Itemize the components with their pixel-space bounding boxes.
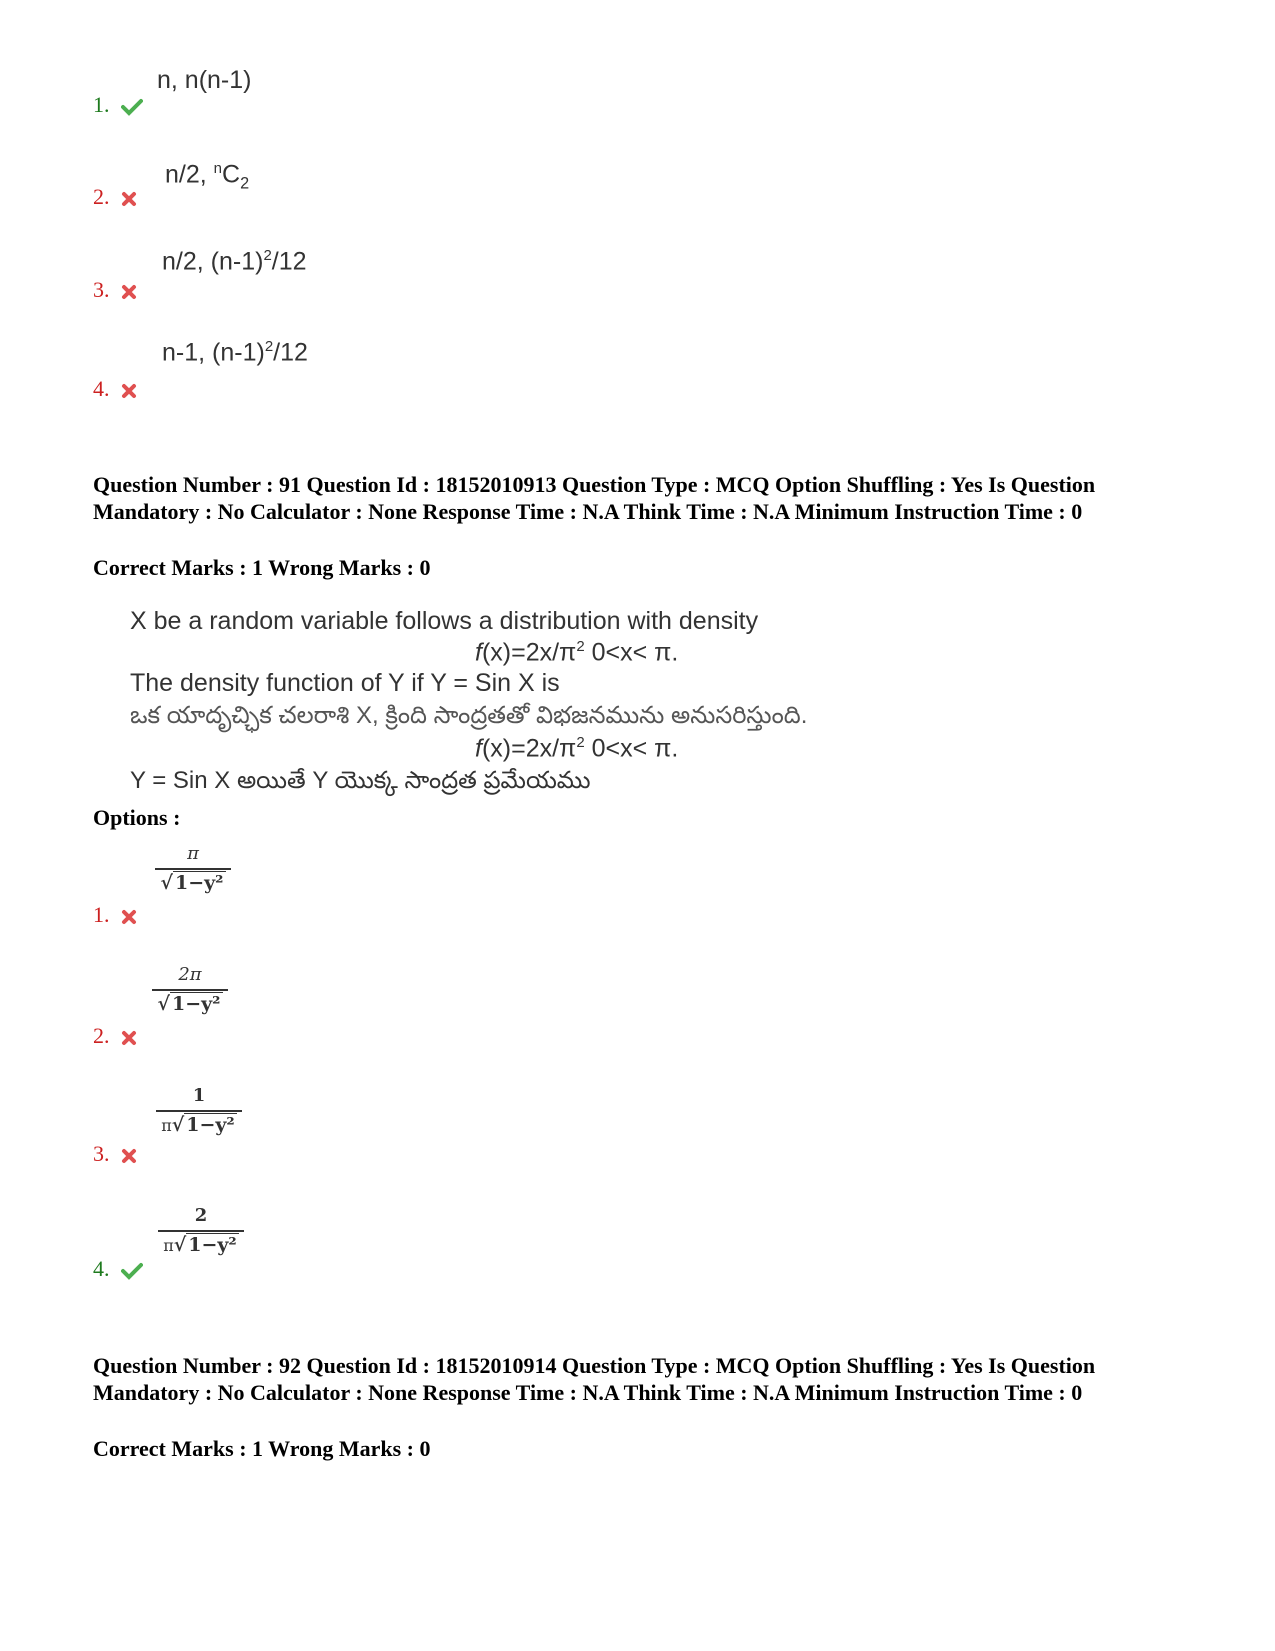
q91-marks: Correct Marks : 1 Wrong Marks : 0 [93, 555, 431, 580]
check-icon [121, 1262, 143, 1280]
prev-option-3-text: n/2, $(n-1)^2/12$ [162, 247, 307, 276]
cross-icon [121, 909, 137, 925]
q91-option-1-number: 1. [93, 902, 137, 928]
cross-icon [121, 1148, 137, 1164]
q92-marks: Correct Marks : 1 Wrong Marks : 0 [93, 1436, 431, 1461]
q91-option-4-formula: 2 π√ 1−y² [158, 1205, 244, 1256]
q91-option-2-number: 2. [93, 1023, 137, 1049]
q91-text-line1: X be a random variable follows a distribution with density [130, 607, 759, 635]
check-icon [121, 98, 143, 116]
q91-density-2: $f(x)=2x/\pi^2$ 0<x< π. [475, 734, 679, 763]
q91-option-3-formula: 1 π√ 1−y² [156, 1085, 242, 1136]
prev-option-1-text: n, n(n-1) [157, 66, 252, 94]
cross-icon [121, 191, 137, 207]
cross-icon [121, 1030, 137, 1046]
q91-density-1: $f(x)=2x/\pi^2$ 0<x< π. [475, 638, 679, 667]
q91-option-1-formula: π √ 1−y² [155, 843, 231, 894]
q91-text-line3: The density function of Y if Y = Sin X is [130, 669, 560, 697]
q91-options-label: Options : [93, 805, 181, 830]
cross-icon [121, 383, 137, 399]
q91-option-4-number: 4. [93, 1256, 143, 1282]
q91-option-2-formula: 2π √ 1−y² [152, 964, 228, 1015]
q92-header: Question Number : 92 Question Id : 18152010914 Question Type : MCQ Option Shuffling : Yes Is Question Mandatory : No Calculator : None Response Time : N.A Think Time : N.A Minimum Instruction Time : 0 [93, 1353, 1096, 1405]
prev-option-2-number: 2. [93, 184, 137, 210]
q91-header: Question Number : 91 Question Id : 18152010913 Question Type : MCQ Option Shuffling : Yes Is Question Mandatory : No Calculator : None Response Time : N.A Think Time : N.A Minimum Instruction Time : 0 [93, 472, 1096, 524]
prev-option-1-number: 1. [93, 92, 143, 118]
prev-option-4-number: 4. [93, 376, 137, 402]
prev-option-4-text: n-1, $(n-1)^2/12$ [162, 338, 308, 367]
q91-option-3-number: 3. [93, 1141, 137, 1167]
cross-icon [121, 284, 137, 300]
q91-telugu-line3: Y = Sin X అయితే Y యొక్క సాంద్రత ప్రమేయము [130, 767, 591, 794]
q91-telugu-line1: ఒక యాదృచ్ఛిక చలరాశి X, క్రింది సాంద్రతతో విభజనమును అనుసరిస్తుంది. [130, 702, 808, 729]
prev-option-3-number: 3. [93, 277, 137, 303]
prev-option-2-text: n/2, $^nC_2$ [165, 160, 250, 193]
